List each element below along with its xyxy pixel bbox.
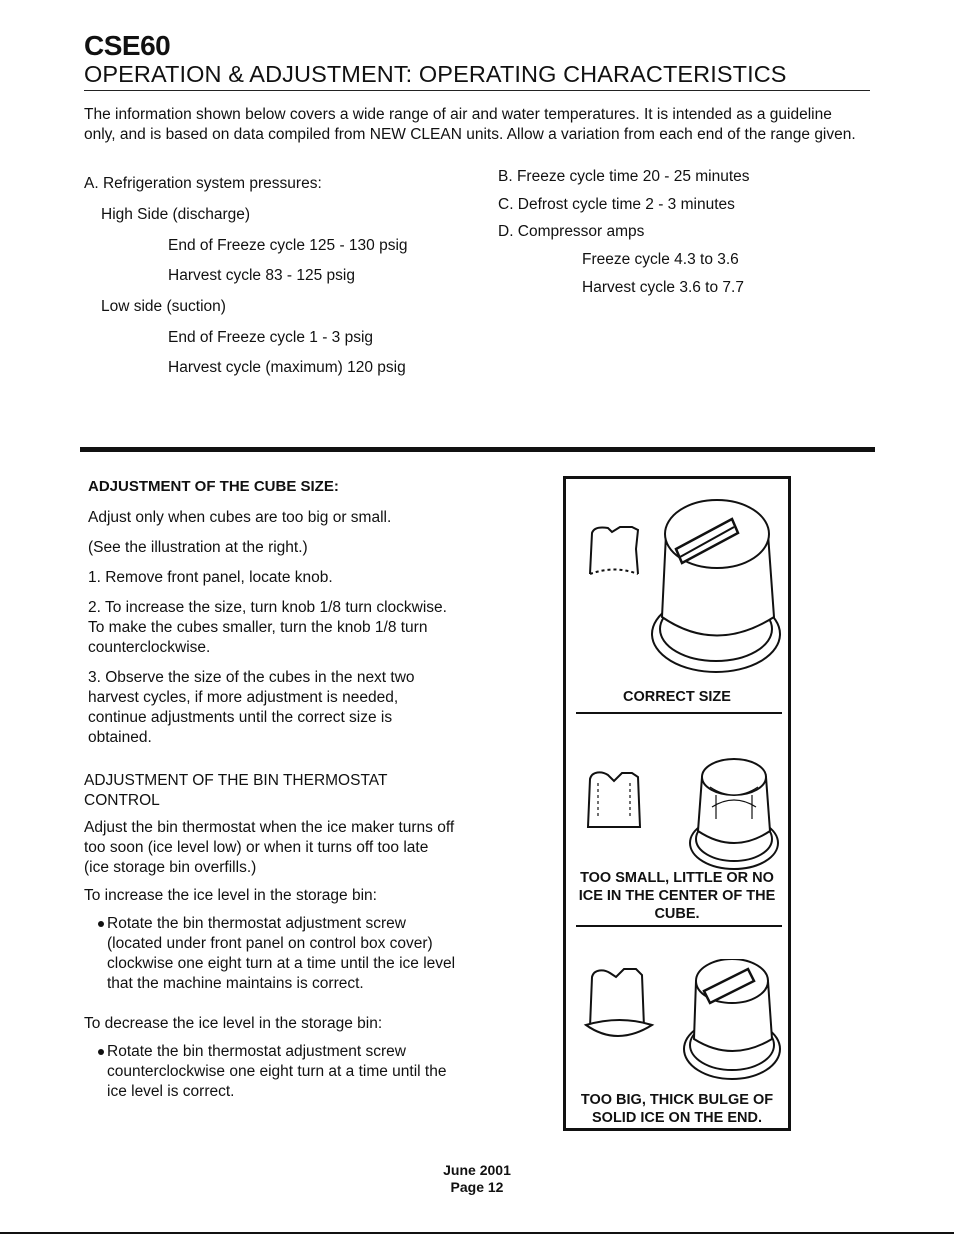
- bullet-icon: [98, 921, 104, 927]
- amps-harvest-value: Harvest cycle 3.6 to 7.7: [582, 279, 744, 296]
- increase-bullet: [107, 914, 457, 994]
- low-harvest-value: Harvest cycle (maximum) 120 psig: [168, 359, 406, 376]
- cube-size-illustration-panel: [563, 476, 791, 1131]
- cube-size-heading: ADJUSTMENT OF THE CUBE SIZE:: [88, 478, 339, 495]
- caption-rule: [576, 712, 782, 714]
- decrease-heading: To decrease the ice level in the storage bin:: [84, 1015, 383, 1032]
- header-rule: [84, 90, 870, 91]
- decrease-bullet-text: Rotate the bin thermostat adjustment screw counterclockwise one eight turn at a time until the ice level is correct.: [107, 1043, 447, 1100]
- model-title: CSE60: [84, 30, 171, 61]
- too-small-cube-illustration: [576, 757, 786, 877]
- bin-thermostat-heading: ADJUSTMENT OF THE BIN THERMOSTAT CONTROL: [84, 772, 388, 809]
- pressures-heading: A. Refrigeration system pressures:: [84, 175, 322, 192]
- footer-date: June 2001: [443, 1162, 511, 1178]
- section-divider: [80, 447, 875, 452]
- cube-size-intro: Adjust only when cubes are too big or small.: [88, 509, 392, 526]
- too-big-caption: TOO BIG, THICK BULGE OF SOLID ICE ON THE END.: [580, 1092, 774, 1126]
- increase-heading: To increase the ice level in the storage bin:: [84, 887, 377, 904]
- high-harvest-value: Harvest cycle 83 - 125 psig: [168, 267, 355, 284]
- section-title: OPERATION & ADJUSTMENT: OPERATING CHARACTERISTICS: [84, 61, 787, 87]
- amps-freeze-value: Freeze cycle 4.3 to 3.6: [582, 251, 739, 268]
- defrost-cycle-time: C. Defrost cycle time 2 - 3 minutes: [498, 196, 735, 213]
- cube-size-step-1: 1. Remove front panel, locate knob.: [88, 569, 333, 586]
- footer-page-number: Page 12: [450, 1179, 504, 1195]
- too-big-cube-illustration: [576, 959, 786, 1089]
- high-freeze-value: End of Freeze cycle 125 - 130 psig: [168, 237, 408, 254]
- decrease-bullet: [107, 1042, 459, 1102]
- compressor-amps-heading: D. Compressor amps: [498, 223, 645, 240]
- cube-size-step-2: 2. To increase the size, turn knob 1/8 turn clockwise. To make the cubes smaller, turn the knob 1/8 turn counterclockwise.: [88, 599, 447, 656]
- low-side-label: Low side (suction): [101, 298, 226, 315]
- low-freeze-value: End of Freeze cycle 1 - 3 psig: [168, 329, 374, 346]
- cube-size-step-3: 3. Observe the size of the cubes in the next two harvest cycles, if more adjustment is needed, continue adjustments until the correct size is obtained.: [88, 669, 415, 746]
- footer-rule: [0, 1232, 954, 1234]
- freeze-cycle-time: B. Freeze cycle time 20 - 25 minutes: [498, 168, 750, 185]
- cube-size-see-illustration: (See the illustration at the right.): [88, 539, 308, 556]
- too-small-caption: TOO SMALL, LITTLE OR NO ICE IN THE CENTER OF THE CUBE.: [578, 870, 776, 922]
- correct-cube-illustration: [576, 489, 786, 679]
- caption-rule: [576, 925, 782, 927]
- bin-thermostat-intro: Adjust the bin thermostat when the ice maker turns off too soon (ice level low) or when it turns off too late (ice storage bin overfills.): [84, 819, 455, 876]
- high-side-label: High Side (discharge): [101, 206, 251, 223]
- intro-paragraph: The information shown below covers a wide range of air and water temperatures. It is intended as a guideline only, and is based on data compiled from NEW CLEAN units. Allow a variation from each end of the range given.: [84, 106, 856, 143]
- increase-bullet-text: Rotate the bin thermostat adjustment screw (located under front panel on control box cover) clockwise one eight turn at a time until the ice level that the machine maintains is correct.: [107, 915, 456, 992]
- correct-size-caption: CORRECT SIZE: [623, 689, 731, 705]
- bullet-icon: [98, 1049, 104, 1055]
